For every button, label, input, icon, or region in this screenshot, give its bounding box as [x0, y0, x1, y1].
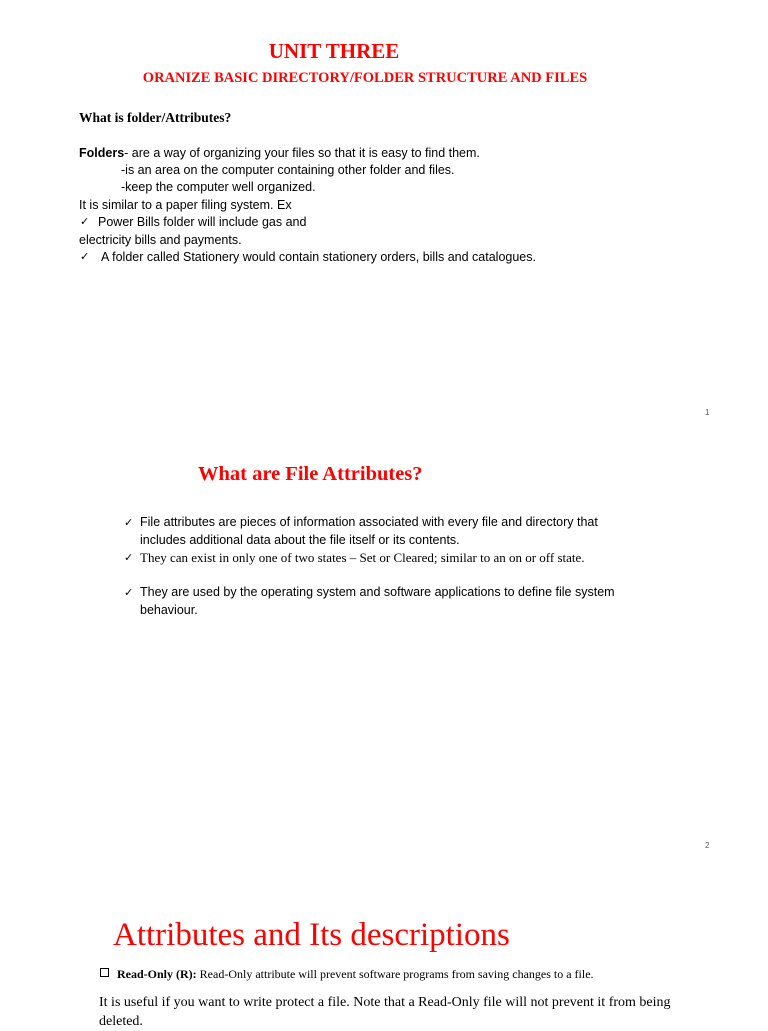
folders-definition — [79, 146, 480, 160]
folder-subpoint-2: -keep the computer well organized. — [121, 180, 316, 194]
readonly-description: Read-Only attribute will prevent software programs from saving changes to a file. — [196, 967, 594, 981]
folder-subpoint-1: -is an area on the computer containing other folder and files. — [121, 163, 455, 177]
example-item-1-continuation: electricity bills and payments. — [79, 233, 242, 247]
example-item-1-text: Power Bills folder will include gas and — [98, 215, 307, 229]
example-item-2 — [80, 250, 536, 264]
attribute-bullet — [124, 514, 624, 549]
example-item-2-text: A folder called Stationery would contain stationery orders, bills and catalogues. — [101, 250, 536, 264]
checkmark-icon: ✓ — [80, 215, 90, 228]
checkmark-icon: ✓ — [124, 551, 134, 564]
folder-question-heading: What is folder/Attributes? — [79, 110, 232, 125]
checkmark-icon: ✓ — [124, 586, 134, 599]
folders-term: Folders — [79, 146, 125, 160]
square-bullet-icon — [100, 968, 109, 977]
readonly-item — [100, 967, 594, 982]
attribute-bullet-text: They can exist in only one of two states – Set or Cleared; similar to an on or off state. — [140, 550, 585, 565]
readonly-label: Read-Only (R): — [117, 967, 197, 981]
attributes-descriptions-title: Attributes and Its descriptions — [113, 917, 510, 953]
attribute-bullet — [124, 549, 624, 567]
example-item-1 — [80, 215, 306, 229]
unit-title: UNIT THREE — [268, 39, 400, 63]
attribute-bullet-text: File attributes are pieces of information associated with every file and directory that includes additional data about the file itself or its contents. — [140, 515, 598, 547]
checkmark-icon: ✓ — [124, 516, 134, 529]
similar-line: It is similar to a paper filing system. Ex — [79, 198, 292, 212]
page-number: 2 — [705, 841, 710, 850]
file-attributes-title: What are File Attributes? — [198, 463, 423, 485]
page-number: 1 — [705, 408, 710, 417]
folders-definition-text: - are a way of organizing your files so that it is easy to find them. — [124, 146, 480, 160]
attribute-bullet — [124, 584, 624, 619]
readonly-usage-paragraph: It is useful if you want to write protect a file. Note that a Read-Only file will not prevent it from being deleted. — [99, 995, 671, 1029]
unit-subtitle: ORANIZE BASIC DIRECTORY/FOLDER STRUCTURE AND FILES — [142, 70, 588, 86]
attribute-bullet-text: They are used by the operating system and software applications to define file system behaviour. — [140, 585, 615, 617]
checkmark-icon: ✓ — [80, 250, 90, 263]
